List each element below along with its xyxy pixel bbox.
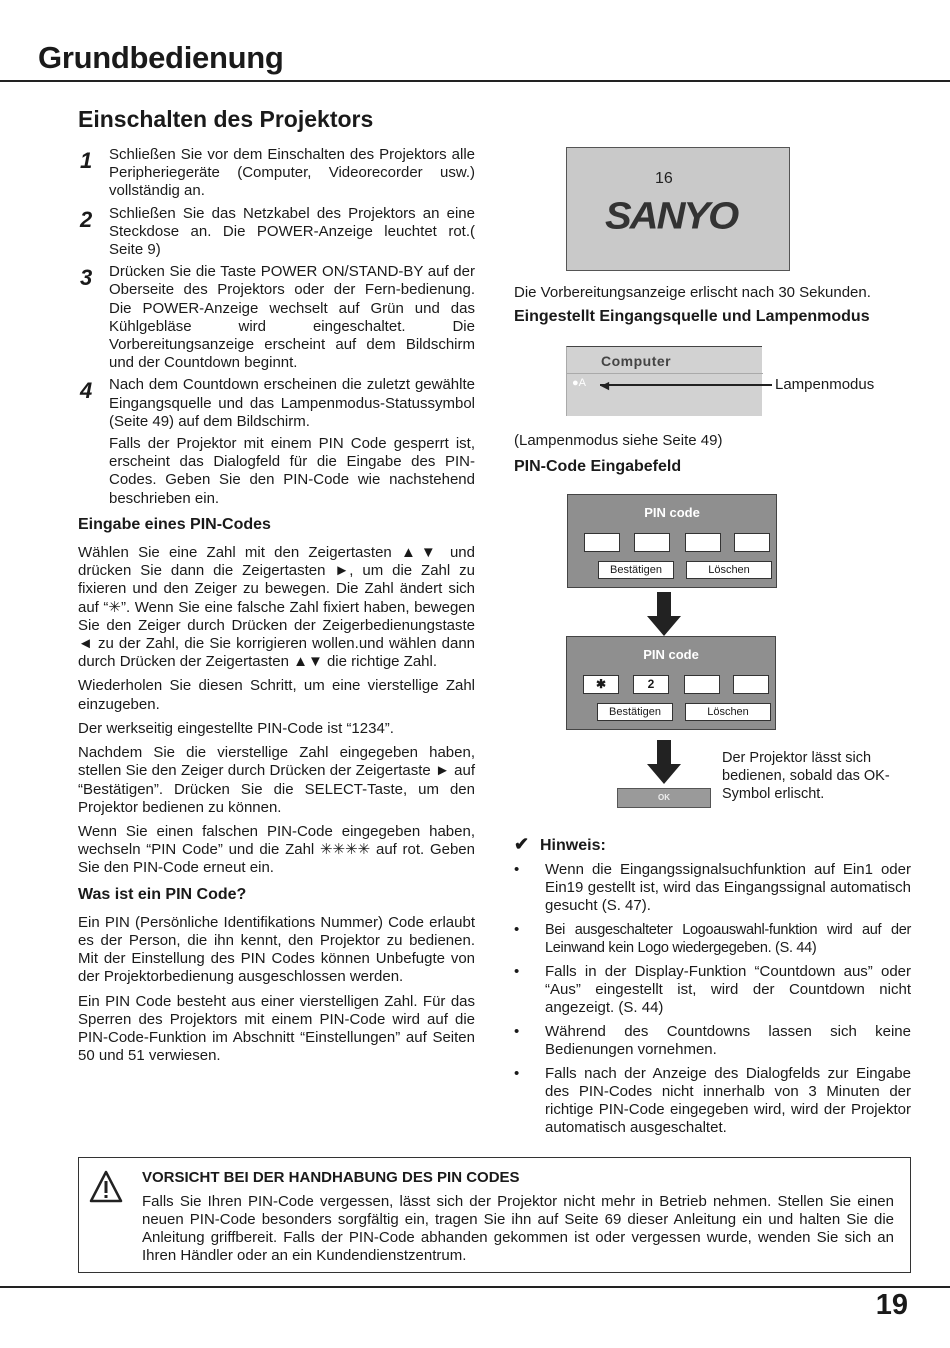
hint-item bbox=[514, 921, 911, 957]
pin-entry-paragraph: Wenn Sie einen falschen PIN-Code eingegeben haben, wechseln “PIN Code” und die Zahl ✳✳✳✳ auf rot. Geben Sie den PIN-Code erneut ein. bbox=[78, 822, 475, 877]
sanyo-logo: SANYO bbox=[605, 195, 738, 237]
footer-rule bbox=[0, 1286, 950, 1288]
pin-digit-field[interactable] bbox=[734, 533, 770, 552]
hint-heading-text: Hinweis: bbox=[540, 837, 606, 854]
hint-list bbox=[514, 861, 911, 1143]
step-2 bbox=[78, 205, 475, 260]
pin-digit-field[interactable] bbox=[733, 675, 769, 694]
bullet-icon: • bbox=[514, 1023, 520, 1040]
step-4-note: Falls der Projektor mit einem PIN Code gesperrt ist, erscheint das Dialogfeld für die Eingabe des PIN-Codes. Geben Sie den PIN-Code wie nachstehend beschrieben ein. bbox=[109, 435, 475, 507]
confirm-button[interactable]: Bestätigen bbox=[597, 703, 673, 721]
input-source-label: Computer bbox=[601, 353, 672, 369]
ok-indicator: OK bbox=[617, 788, 711, 808]
pin-dialog-title: PIN code bbox=[644, 505, 700, 520]
pin-entry-heading: Eingabe eines PIN-Codes bbox=[78, 515, 271, 533]
checkmark-icon: ✔ bbox=[514, 834, 530, 854]
step-number: 4 bbox=[80, 378, 93, 404]
lamp-caption: (Lampenmodus siehe Seite 49) bbox=[514, 432, 723, 449]
pin-digit-field[interactable]: 2 bbox=[633, 675, 669, 694]
step-3 bbox=[78, 263, 475, 372]
page-title: Grundbedienung bbox=[38, 40, 284, 75]
hint-item bbox=[514, 1023, 911, 1059]
countdown-caption: Die Vorbereitungsanzeige erlischt nach 30 Sekunden. bbox=[514, 284, 871, 301]
bullet-icon: • bbox=[514, 1065, 520, 1082]
bullet-icon: • bbox=[514, 921, 520, 938]
input-heading: Eingestellt Eingangsquelle und Lampenmodus bbox=[514, 308, 870, 325]
pin-digit-field[interactable] bbox=[634, 533, 670, 552]
pin-entry-paragraph: Der werkseitig eingestellte PIN-Code ist “1234”. bbox=[78, 719, 394, 737]
pin-what-heading: Was ist ein PIN Code? bbox=[78, 885, 247, 903]
warning-icon bbox=[89, 1170, 123, 1204]
hint-item bbox=[514, 963, 911, 1017]
arrow-down-icon bbox=[647, 740, 681, 784]
hint-text: Bei ausgeschalteter Logoauswahl-funktion wird auf der Leinwand kein Logo wiedergegeben. (S. 44) bbox=[545, 922, 911, 956]
ok-note: Der Projektor lässt sich bedienen, sobald das OK-Symbol erlischt. bbox=[722, 750, 890, 802]
countdown-screen bbox=[566, 147, 790, 271]
hint-text: Wenn die Eingangssignalsuchfunktion auf Ein1 oder Ein19 gestellt ist, wird das Eingangssignal automatisch gesucht (S. 47). bbox=[545, 861, 911, 914]
caution-title: VORSICHT BEI DER HANDHABUNG DES PIN CODES bbox=[142, 1169, 520, 1186]
hint-text: Falls in der Display-Funktion “Countdown aus” oder “Aus” eingestellt ist, wird der Countdown nicht angezeigt. (S. 44) bbox=[545, 963, 911, 1016]
hint-item bbox=[514, 1065, 911, 1137]
arrow-left-icon: ◄ bbox=[598, 377, 612, 393]
left-column bbox=[78, 146, 475, 1071]
pin-digit-field[interactable] bbox=[684, 675, 720, 694]
pin-dialog-entering bbox=[566, 636, 776, 730]
caution-text: Falls Sie Ihren PIN-Code vergessen, lässt sich der Projektor nicht mehr in Betrieb nehmen. Stellen Sie einen neuen PIN-Code besonders sorgfältig ein, tragen Sie ihn auf Seite 69 dieser Anleitung ein und halten Sie die Anleitung griffbereit. Falls der PIN-Code abhanden gekommen ist oder vergessen wurde, wenden Sie sich an Ihren Händler oder an ein Kundendienstzentrum. bbox=[142, 1193, 894, 1264]
step-text: Schließen Sie das Netzkabel des Projektors an eine Steckdose an. Die POWER-Anzeige leuchtet rot.( Seite 9) bbox=[109, 204, 475, 259]
hint-item bbox=[514, 861, 911, 915]
hint-text: Falls nach der Anzeige des Dialogfelds zur Eingabe des PIN-Codes nicht innerhalb von 3 Minuten der richtige PIN-Code eingegeben wird, wird der Projektor automatisch ausgeschaltet. bbox=[545, 1065, 911, 1136]
clear-button[interactable]: Löschen bbox=[686, 561, 772, 579]
lamp-mode-icon: ●A bbox=[572, 377, 586, 389]
section-title: Einschalten des Projektors bbox=[78, 106, 374, 132]
hint-text: Während des Countdowns lassen sich keine Bedienungen vornehmen. bbox=[545, 1023, 911, 1058]
step-4 bbox=[78, 376, 475, 431]
confirm-button[interactable]: Bestätigen bbox=[598, 561, 674, 579]
step-1 bbox=[78, 146, 475, 201]
input-source-screen bbox=[566, 346, 762, 416]
pin-field-heading: PIN-Code Eingabefeld bbox=[514, 458, 682, 475]
caution-box bbox=[78, 1157, 911, 1273]
pin-digit-field[interactable]: ✱ bbox=[583, 675, 619, 694]
step-number: 3 bbox=[80, 265, 93, 291]
step-text: Drücken Sie die Taste POWER ON/STAND-BY auf der Oberseite des Projektors oder der Fern-bedienung. Die POWER-Anzeige wechselt auf Grün und das Kühlgebläse wird eingeschaltet. Die Vorbereitungsanzeige erscheint auf dem Bildschirm und der Countdown beginnt. bbox=[109, 263, 475, 372]
pin-entry-paragraph: Nachdem Sie die vierstellige Zahl eingegeben haben, stellen Sie den Zeiger durch Drücken der Zeigertaste ► auf “Bestätigen”. Drücken Sie die SELECT-Taste, um den Projektor bedienen zu können. bbox=[78, 744, 475, 816]
pin-digit-field[interactable] bbox=[685, 533, 721, 552]
arrow-down-icon bbox=[647, 592, 681, 636]
hint-heading bbox=[514, 834, 606, 855]
pin-dialog-title: PIN code bbox=[643, 647, 699, 662]
pin-entry-paragraph: Wählen Sie eine Zahl mit den Zeigertasten ▲▼ und drücken Sie dann die Zeigertasten ►, um die Zahl zu fixieren und den Zeiger zu bewegen. Die Zahl ändert sich auf “✳”. Wenn Sie eine falsche Zahl fixiert haben, bewegen Sie den Zeiger durch Drücken der Zeigerbedienungstaste ◄ zu der Zahl, die Sie korrigieren wollen.und wählen dann durch Drücken der Zeigertasten ▲▼ die richtige Zahl. bbox=[78, 544, 475, 671]
pin-digit-field[interactable] bbox=[584, 533, 620, 552]
pin-entry-paragraph: Wiederholen Sie diesen Schritt, um eine vierstellige Zahl einzugeben. bbox=[78, 677, 475, 713]
title-rule bbox=[0, 80, 950, 82]
step-number: 1 bbox=[80, 148, 93, 173]
bullet-icon: • bbox=[514, 963, 520, 980]
page-number: 19 bbox=[875, 1289, 908, 1321]
lamp-mode-label: Lampenmodus bbox=[775, 376, 875, 393]
step-text: Schließen Sie vor dem Einschalten des Projektors alle Peripheriegeräte (Computer, Videorecorder usw.) vollständig an. bbox=[109, 146, 475, 200]
step-text: Nach dem Countdown erscheinen die zuletzt gewählte Eingangsquelle und das Lampenmodus-Statussymbol (Seite 49) auf dem Bildschirm. bbox=[109, 376, 475, 430]
countdown-number: 16 bbox=[655, 170, 673, 187]
pin-dialog-empty bbox=[567, 494, 777, 588]
pin-what-paragraph: Ein PIN (Persönliche Identifikations Nummer) Code erlaubt es der Person, die ihn kennt, den Projektor zu bedienen. Mit der Einstellung des PIN Codes können Unbefugte von der Projektorbedienung ausgeschlossen werden. bbox=[78, 913, 475, 986]
clear-button[interactable]: Löschen bbox=[685, 703, 771, 721]
pointer-line bbox=[600, 384, 772, 386]
step-number: 2 bbox=[80, 206, 93, 232]
pin-what-paragraph: Ein PIN Code besteht aus einer vierstelligen Zahl. Für das Sperren des Projektors mit einem PIN-Code wird auf die PIN-Code-Funktion im Abschnitt “Einstellungen” auf Seiten 50 und 51 verwiesen. bbox=[78, 992, 475, 1065]
divider bbox=[567, 373, 763, 374]
bullet-icon: • bbox=[514, 861, 520, 878]
